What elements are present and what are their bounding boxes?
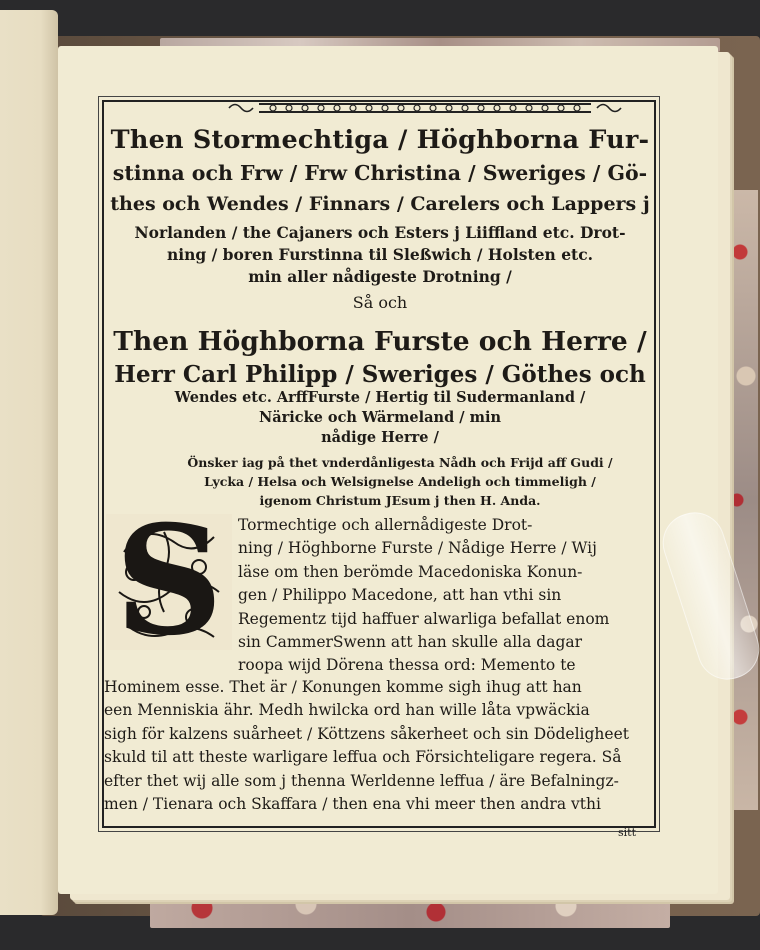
connector-text: Så och [352,293,408,312]
drop-cap-letter: S [114,493,224,669]
greeting-paragraph: Önsker iag på thet vnderdånligesta Nådh och Frijd aff Gudi / Lycka / Helsa och Welsignelse Andeligh och timmeligh / igenom Christum JEsum j then H. Anda. [187,455,613,508]
catchword: sitt [618,826,637,839]
body-text-indented: Tormechtige och allernådigeste Drot- ning / Höghborne Furste / Nådige Herre / Wij läse om then berömde Macedoniska Konun- gen / Philippo Macedone, att han vthi sin Regementz tijd haffuer alwarliga befallat enom sin CammerSwenn att han skulle alla dagar roopa wijd Dörena thessa ord: Memento te [238,516,610,675]
dedication-title-line-1: Then Stormechtiga / Höghborna Fur- [110,125,650,155]
dedication-subtitle-2: Wendes etc. ArffFurste / Hertig til Sudermanland / Näricke och Wärmeland / min nådige Herre / [174,389,586,446]
dedication-subtitle-1: Norlanden / the Cajaners och Esters j Liiffland etc. Drot- ning / boren Furstinna til Sleßwich / Holsten etc. min aller nådigeste Drotning / [134,223,626,286]
dedication-title-2: Then Höghborna Furste och Herre / [113,326,647,357]
left-page-edge [0,10,58,915]
body-text-full: Hominem esse. Thet är / Konungen komme sigh ihug att han een Menniskia ähr. Medh hwilcka ord han wille låta vpwäckia sigh för kalzens suårheet / Köttzens såkerheet och sin Dödeligheet skuld til att theste warligare leffua och Försichteligare regera. Så efter thet wij alle som j thenna Werldenne leffua / äre Befalningz- men / Tienara och Skaffara / then ena vhi meer then andra vthi [104,678,629,814]
marbled-endpaper [728,190,758,810]
dedication-title-2-continuation: Herr Carl Philipp / Sweriges / Göthes och [114,361,646,388]
dedication-title-continuation: stinna och Frw / Frw Christina / Sweriges / Gö- thes och Wendes / Finnars / Carelers och Lappers j [110,161,650,215]
ornament-band [225,100,625,116]
